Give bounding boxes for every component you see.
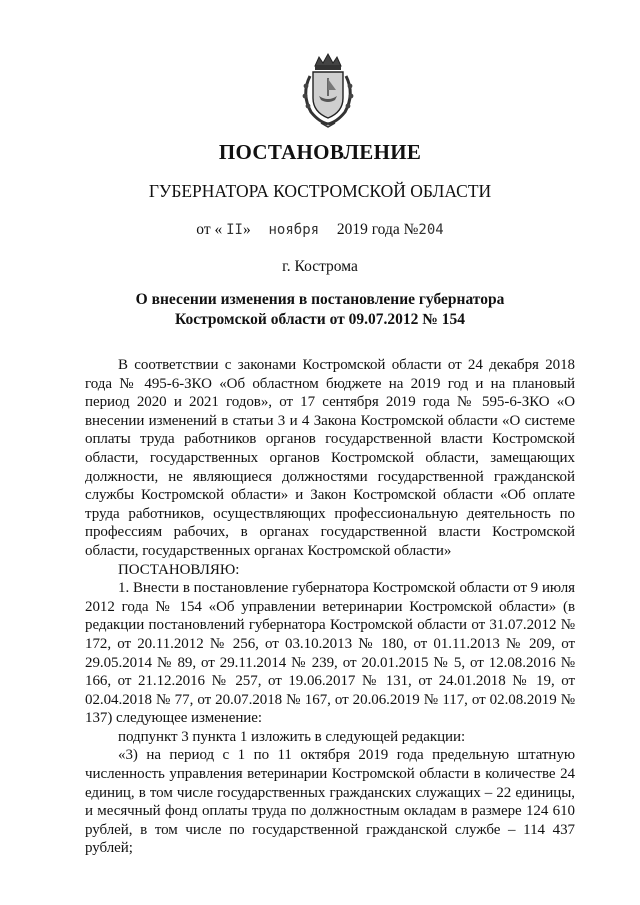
document-title: ПОСТАНОВЛЕНИЕ	[218, 140, 422, 164]
document-body	[85, 356, 575, 858]
date-year: 2019 года №	[336, 221, 419, 238]
decree-number: 204	[418, 222, 444, 238]
heading-line-1: О внесении изменения в постановление губернатора	[135, 291, 505, 308]
item-1-paragraph: 1. Внести в постановление губернатора Костромской области от 9 июля 2012 года № 154 «Об управлении ветеринарии Костромской области» (в редакции постановлений губернатора Костромской области от 31.07.2012 № 172, от 20.11.2012 № 256, от 03.10.2013 № 180, от 01.11.2013 № 209, от 29.05.2014 № 89, от 29.11.2014 № 239, от 20.01.2015 № 5, от 12.08.2016 № 166, от 21.12.2016 № 257, от 19.06.2017 № 131, от 24.01.2018 № 19, от 02.04.2018 № 77, от 20.07.2018 № 167, от 20.06.2019 № 117, от 02.08.2019 № 137) следующее изменение:	[85, 580, 575, 727]
city: г. Кострома	[282, 258, 358, 275]
document-subtitle: ГУБЕРНАТОРА КОСТРОМСКОЙ ОБЛАСТИ	[148, 181, 492, 201]
document-heading	[0, 290, 640, 330]
date-day: II	[226, 222, 243, 238]
date-line	[0, 221, 640, 239]
date-prefix: от «	[196, 221, 223, 238]
preamble-paragraph: В соответствии с законами Костромской области от 24 декабря 2018 года № 495-6-ЗКО «Об областном бюджете на 2019 год и на плановый период 2020 и 2021 годов», от 17 сентября 2019 года № 595-6-ЗКО «О внесении изменений в статьи 3 и 4 Закона Костромской области «О системе оплаты труда работников органов государственной власти Костромской области, государственных органов Костромской области, замещающих должности, не являющиеся должностями государственной гражданской службы Костромской области» и Закон Костромской области «Об оплате труда работников, осуществляющих профессиональную деятельность по профессиям рабочих, в органах государственной власти Костромской области, государственных органах Костромской области»	[85, 357, 575, 559]
coat-of-arms-emblem	[293, 52, 363, 128]
subitem-text-paragraph: «3) на период с 1 по 11 октября 2019 года предельную штатную численность управления ветеринарии Костромской области в количестве 24 единиц, в том числе государственных гражданских служащих – 22 единицы, и месячный фонд оплаты труда по должностным окладам в размере 124 610 рублей, в том числе по государственной гражданской службе – 114 437 рублей;	[85, 747, 575, 857]
date-mid: »	[242, 221, 251, 238]
date-month: ноября	[268, 222, 320, 238]
subitem-intro-paragraph: подпункт 3 пункта 1 изложить в следующей редакции:	[118, 728, 466, 745]
decree-word: ПОСТАНОВЛЯЮ:	[118, 561, 240, 578]
heading-line-2: Костромской области от 09.07.2012 № 154	[175, 311, 465, 328]
